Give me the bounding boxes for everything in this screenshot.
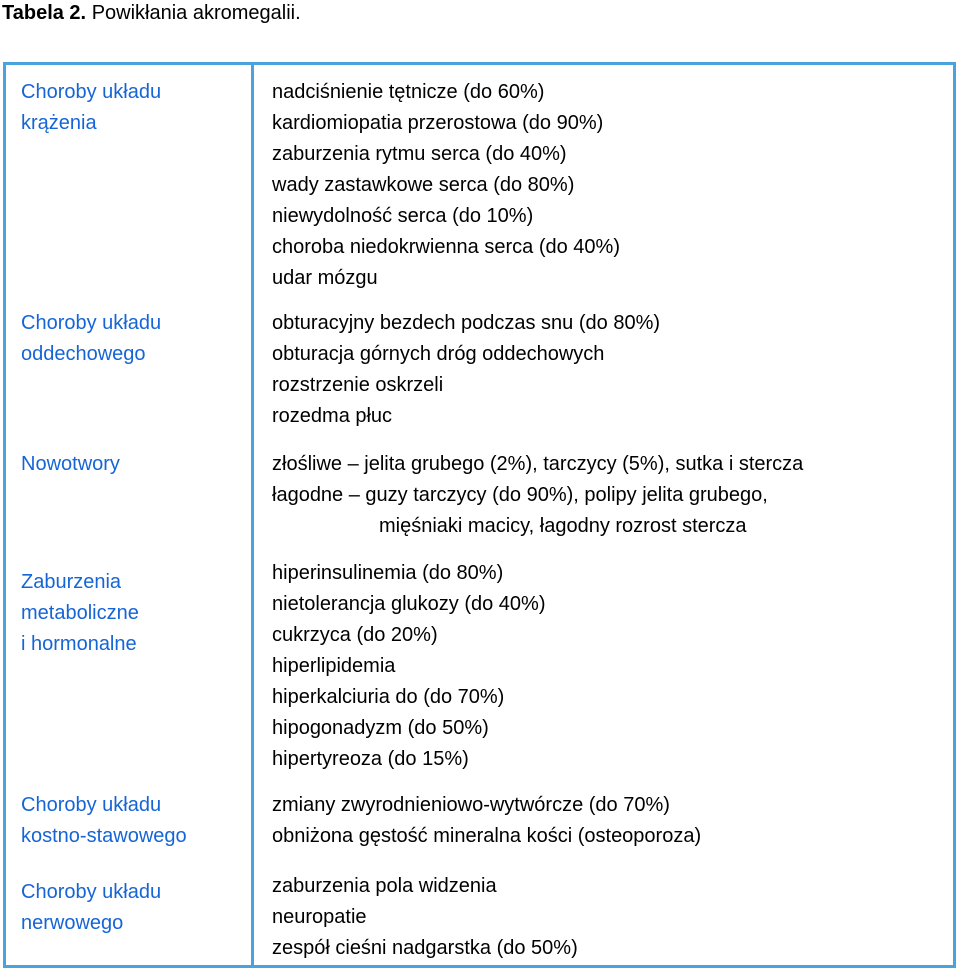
category-line: Choroby układu — [21, 312, 162, 334]
list-item: rozstrzenie oskrzeli — [272, 374, 444, 396]
list-item: hipertyreoza (do 15%) — [272, 748, 469, 770]
category-neoplasms — [21, 449, 246, 480]
list-item: cukrzyca (do 20%) — [272, 624, 438, 646]
category-line: metaboliczne — [21, 602, 139, 624]
items-nervous — [272, 871, 952, 964]
list-item: zespół cieśni nadgarstka (do 50%) — [272, 937, 578, 959]
list-item: hiperlipidemia — [272, 655, 396, 677]
category-circulatory — [21, 77, 246, 139]
list-item: obniżona gęstość mineralna kości (osteoporoza) — [272, 825, 702, 847]
category-line: nerwowego — [21, 912, 124, 934]
category-respiratory — [21, 308, 246, 370]
category-line: Choroby układu — [21, 81, 162, 103]
category-line: Choroby układu — [21, 881, 162, 903]
list-item: niewydolność serca (do 10%) — [272, 205, 534, 227]
list-item: zaburzenia pola widzenia — [272, 875, 497, 897]
list-item: zaburzenia rytmu serca (do 40%) — [272, 143, 567, 165]
list-item: hipogonadyzm (do 50%) — [272, 717, 489, 739]
list-item: kardiomiopatia przerostowa (do 90%) — [272, 112, 604, 134]
list-item: rozedma płuc — [272, 405, 393, 427]
list-item: udar mózgu — [272, 267, 378, 289]
list-item: nadciśnienie tętnicze (do 60%) — [272, 81, 545, 103]
table-caption-label: Tabela 2. — [2, 2, 87, 24]
category-line: Choroby układu — [21, 794, 162, 816]
category-line: kostno-stawowego — [21, 825, 187, 847]
category-musculoskeletal — [21, 790, 246, 852]
category-line: i hormonalne — [21, 633, 137, 655]
list-item: zmiany zwyrodnieniowo-wytwórcze (do 70%) — [272, 794, 670, 816]
list-item: hiperinsulinemia (do 80%) — [272, 562, 504, 584]
list-item: wady zastawkowe serca (do 80%) — [272, 174, 575, 196]
complications-table — [3, 62, 956, 968]
list-item: nietolerancja glukozy (do 40%) — [272, 593, 546, 615]
category-nervous — [21, 877, 246, 939]
category-line: oddechowego — [21, 343, 146, 365]
items-respiratory — [272, 308, 952, 432]
list-item: hiperkalciuria do (do 70%) — [272, 686, 505, 708]
table-caption — [2, 0, 301, 26]
items-metabolic — [272, 558, 952, 775]
table-caption-title: Powikłania akromegalii. — [91, 2, 301, 24]
category-line: Zaburzenia — [21, 571, 122, 593]
category-line: krążenia — [21, 112, 97, 134]
category-line: Nowotwory — [21, 453, 120, 475]
items-musculoskeletal — [272, 790, 952, 852]
list-item: łagodne – guzy tarczycy (do 90%), polipy jelita grubego, — [272, 484, 768, 506]
column-divider — [251, 65, 254, 965]
list-item: obturacja górnych dróg oddechowych — [272, 343, 605, 365]
items-circulatory — [272, 77, 952, 294]
category-metabolic — [21, 567, 246, 660]
list-item: mięśniaki macicy, łagodny rozrost stercza — [379, 515, 747, 537]
list-item: neuropatie — [272, 906, 367, 928]
list-item: obturacyjny bezdech podczas snu (do 80%) — [272, 312, 661, 334]
list-item: złośliwe – jelita grubego (2%), tarczycy (5%), sutka i stercza — [272, 453, 804, 475]
items-neoplasms — [272, 449, 952, 542]
list-item: choroba niedokrwienna serca (do 40%) — [272, 236, 620, 258]
